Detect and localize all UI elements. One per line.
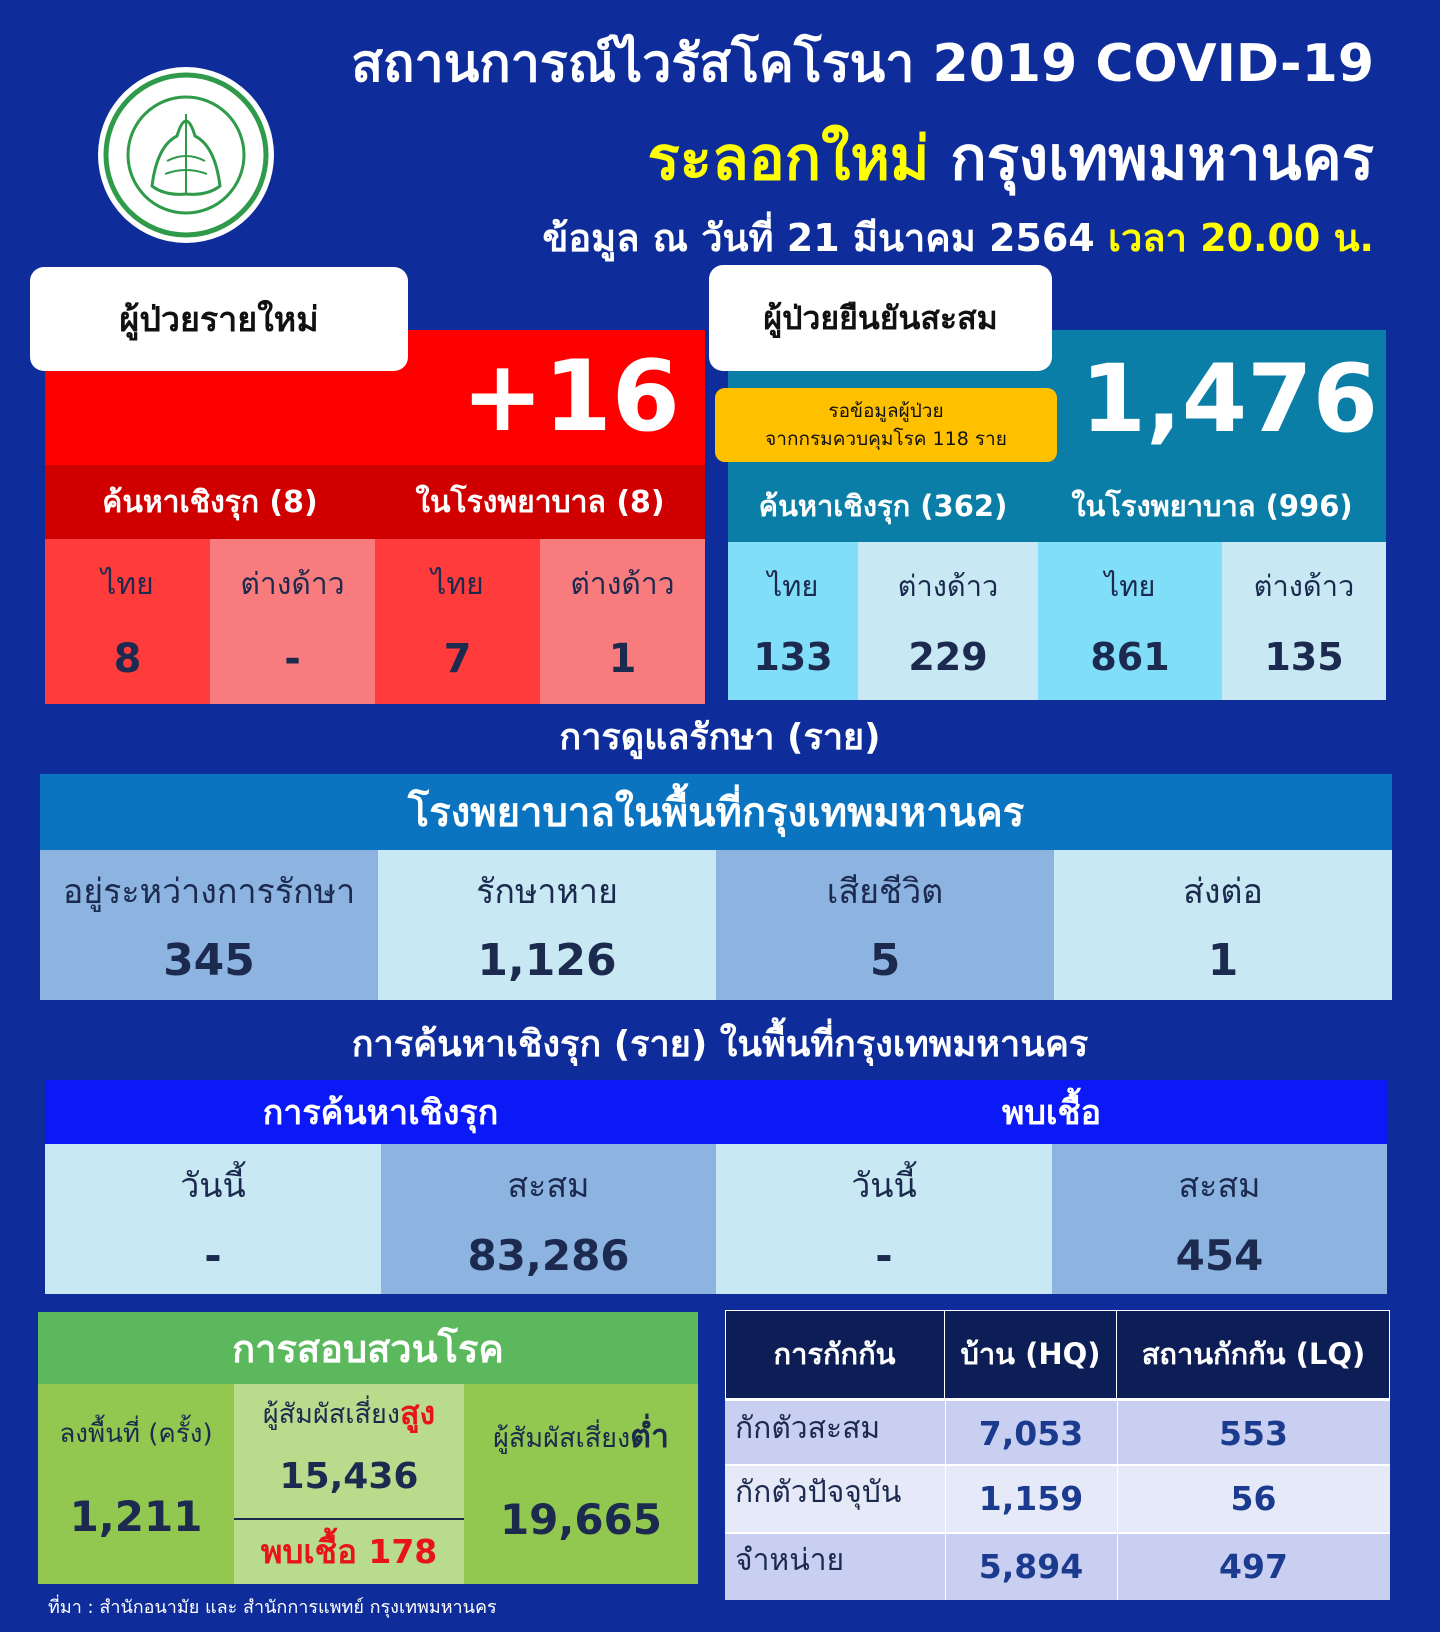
new-cases-cell <box>375 539 540 704</box>
row-label: กักตัวสะสม <box>735 1411 881 1446</box>
cell-label: สะสม <box>1178 1165 1261 1206</box>
investigation-cell <box>464 1384 698 1584</box>
active-search-cell <box>381 1144 716 1294</box>
cell-value: 8 <box>113 636 142 682</box>
cumulative-label: ผู้ป่วยยืนยันสะสม <box>763 298 998 337</box>
time-text: เวลา 20.00 น. <box>1107 216 1374 260</box>
cell-label: อยู่ระหว่างการรักษา <box>62 872 356 913</box>
cell-value: - <box>204 1231 222 1281</box>
high-risk-emph: สูง <box>399 1393 436 1432</box>
new-cases-cell <box>540 539 705 704</box>
page-subtitle <box>420 122 1374 196</box>
cell-value: 1,126 <box>477 934 617 986</box>
table-header: บ้าน (HQ) <box>945 1310 1117 1398</box>
high-risk-prefix: ผู้สัมผัสเสี่ยง <box>262 1398 400 1430</box>
city-seal-logo <box>97 66 275 244</box>
cell-value: 1 <box>608 636 637 682</box>
table-header: สถานกักกัน (LQ) <box>1141 1337 1366 1371</box>
treatment-subtitle: โรงพยาบาลในพื้นที่กรุงเทพมหานคร <box>40 774 1392 850</box>
cumulative-note <box>715 388 1057 462</box>
cell-label: เสียชีวิต <box>826 872 944 913</box>
cell-label: ไทย <box>431 567 484 602</box>
row-hq: 7,053 <box>978 1413 1084 1453</box>
data-timestamp <box>380 212 1374 264</box>
wave-label: ระลอกใหม่ <box>647 124 930 194</box>
active-search-left-header: การค้นหาเชิงรุก <box>262 1093 499 1133</box>
cell-value: - <box>875 1231 893 1281</box>
cell-value: 83,286 <box>467 1231 630 1281</box>
cell-label: ไทย <box>1104 569 1156 603</box>
treatment-title: การดูแลรักษา (ราย) <box>559 716 881 758</box>
note-line: รอข้อมูลผู้ป่วย <box>828 400 944 422</box>
cell-label: วันนี้ <box>851 1165 917 1206</box>
cell-label: ต่างด้าว <box>1253 569 1355 603</box>
cell-label: ไทย <box>101 567 154 602</box>
cell-label: ต่างด้าว <box>570 567 675 602</box>
cumulative-cell <box>858 542 1038 700</box>
cell-value: 454 <box>1175 1231 1264 1281</box>
cumulative-label-box <box>709 265 1052 371</box>
cell-value: 19,665 <box>499 1494 663 1544</box>
cumulative-cell <box>1222 542 1386 700</box>
cumulative-cell <box>1038 542 1222 700</box>
cell-value: 345 <box>163 934 255 986</box>
cell-value: 229 <box>908 635 988 679</box>
cell-label: ต่างด้าว <box>897 569 999 603</box>
treatment-cell <box>1054 850 1392 1000</box>
found-text: พบเชื้อ 178 <box>260 1531 438 1571</box>
cell-label: ลงพื้นที่ (ครั้ง) <box>59 1419 213 1449</box>
cell-label: ต่างด้าว <box>240 567 345 602</box>
investigation-title: การสอบสวนโรค <box>38 1312 698 1384</box>
cell-label: รักษาหาย <box>476 872 618 913</box>
active-search-title: การค้นหาเชิงรุก (ราย) ในพื้นที่กรุงเทพมหานคร <box>351 1023 1089 1065</box>
city-label: กรุงเทพมหานคร <box>950 124 1374 194</box>
cell-label: วันนี้ <box>180 1165 246 1206</box>
active-search-cell <box>716 1144 1052 1294</box>
low-risk-prefix: ผู้สัมผัสเสี่ยง <box>493 1422 631 1454</box>
new-cases-cell <box>45 539 210 704</box>
new-cases-group-label: ค้นหาเชิงรุก (8) <box>45 465 375 539</box>
row-label: จำหน่าย <box>735 1543 845 1578</box>
row-hq: 1,159 <box>978 1478 1084 1518</box>
cell-value: 861 <box>1090 635 1170 679</box>
cell-value: 5 <box>869 934 901 986</box>
row-label: กักตัวปัจจุบัน <box>735 1475 902 1510</box>
new-cases-group-label: ในโรงพยาบาล (8) <box>375 465 705 539</box>
page-title: สถานการณ์ไวรัสโคโรนา 2019 COVID-19 <box>351 34 1374 94</box>
cell-label: ไทย <box>767 569 819 603</box>
row-hq: 5,894 <box>978 1546 1084 1586</box>
row-lq: 497 <box>1219 1546 1288 1586</box>
cell-value: 7 <box>443 636 472 682</box>
active-search-right-header: พบเชื้อ <box>1001 1093 1102 1133</box>
note-line: จากกรมควบคุมโรค 118 ราย <box>765 428 1007 450</box>
source-note: ที่มา : สำนักอนามัย และ สำนักการแพทย์ กรุงเทพมหานคร <box>48 1597 497 1618</box>
active-search-cell <box>45 1144 381 1294</box>
row-lq: 56 <box>1230 1478 1277 1518</box>
cell-label: ส่งต่อ <box>1183 872 1263 913</box>
row-lq: 553 <box>1219 1413 1288 1453</box>
cumulative-group-label: ในโรงพยาบาล (996) <box>1071 489 1353 523</box>
cell-label: สะสม <box>507 1165 590 1206</box>
cumulative-group-label: ค้นหาเชิงรุก (362) <box>758 489 1008 523</box>
cumulative-cell <box>728 542 858 700</box>
high-risk-value: 15,436 <box>279 1455 419 1497</box>
treatment-cell <box>716 850 1054 1000</box>
new-cases-cell <box>210 539 375 704</box>
cumulative-total: 1,476 <box>1080 345 1378 454</box>
new-cases-label-box <box>30 267 408 371</box>
active-search-cell <box>1052 1144 1387 1294</box>
high-risk-label <box>234 1388 464 1438</box>
low-risk-emph: ต่ำ <box>630 1416 669 1455</box>
cell-value: 1 <box>1207 934 1239 986</box>
cell-value: - <box>284 636 301 682</box>
cell-value: 135 <box>1264 635 1344 679</box>
new-cases-label: ผู้ป่วยรายใหม่ <box>119 300 319 340</box>
table-header: การกักกัน <box>725 1310 945 1398</box>
cell-value: 133 <box>753 635 833 679</box>
investigation-cell <box>38 1384 234 1584</box>
treatment-cell <box>40 850 378 1000</box>
treatment-cell <box>378 850 716 1000</box>
divider <box>234 1518 464 1520</box>
new-cases-total: +16 <box>461 340 680 454</box>
date-text: ข้อมูล ณ วันที่ 21 มีนาคม 2564 <box>542 216 1095 260</box>
cell-value: 1,211 <box>69 1492 203 1541</box>
low-risk-label <box>493 1411 669 1462</box>
